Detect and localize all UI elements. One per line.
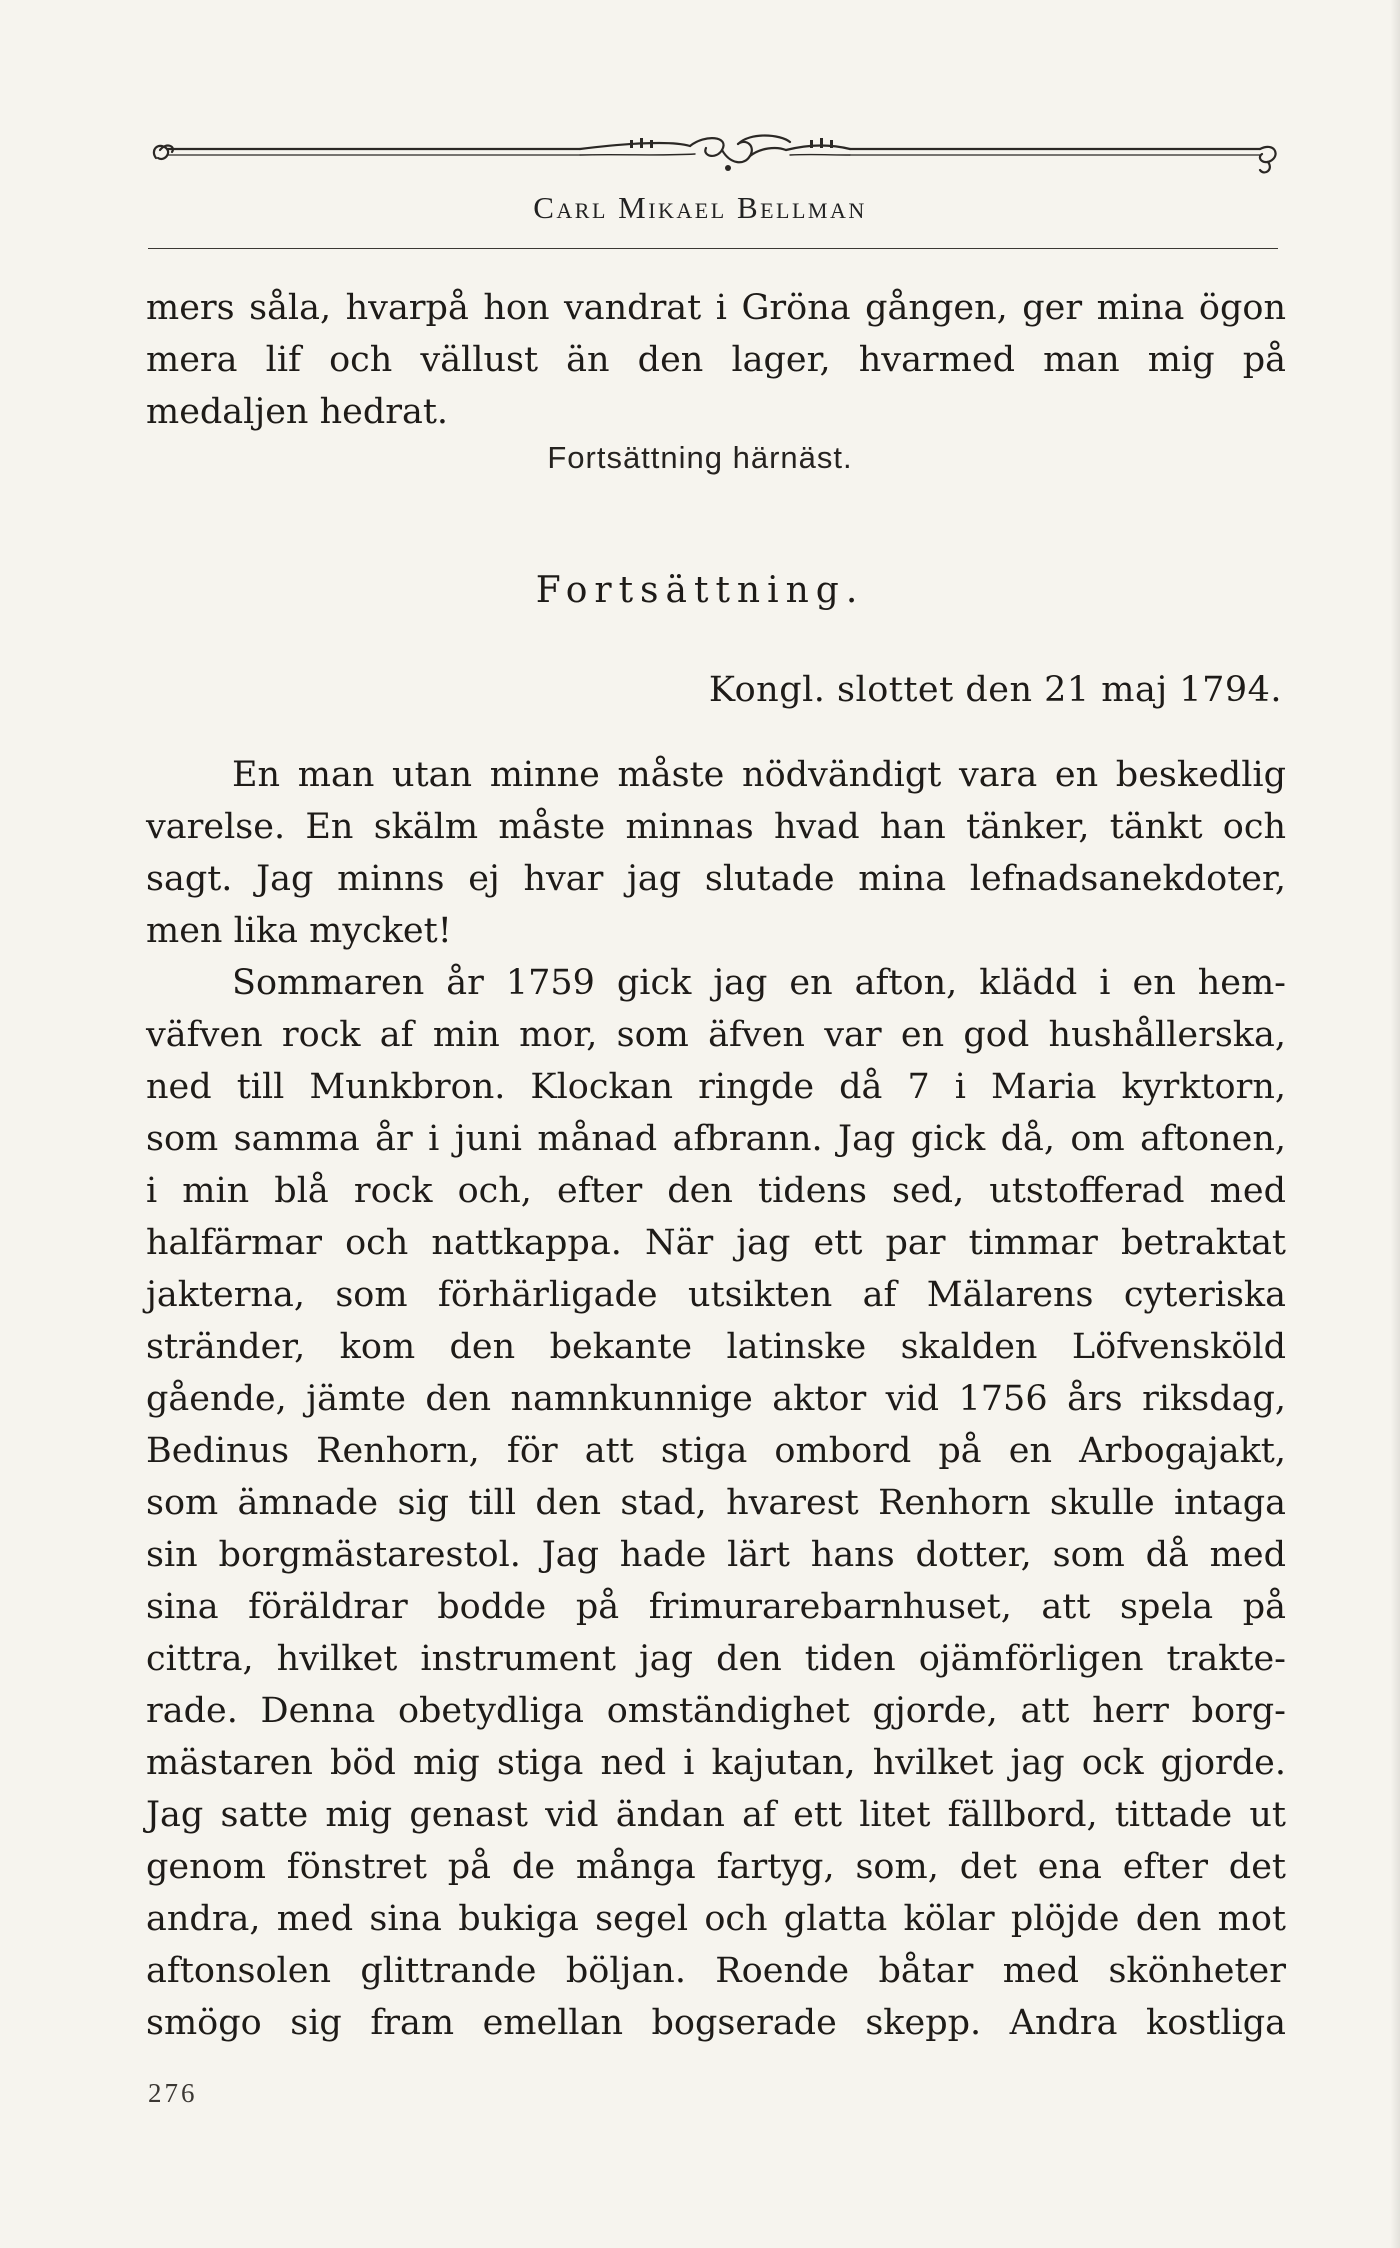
text-line: ned till Munkbron. Klockan ringde då 7 i Maria kyrktorn, (146, 1067, 1286, 1107)
text-line: andra, med sina bukiga segel och glatta kölar plöjde den mot (146, 1899, 1286, 1939)
text-line: Bedinus Renhorn, för att stiga ombord på en Arbogajakt, (146, 1431, 1286, 1471)
running-head-title: Carl Mikael Bellman (533, 190, 867, 225)
text-line: sina föräldrar bodde på frimurarebarnhuset, att spela på (146, 1587, 1286, 1627)
text-line: gående, jämte den namnkunnige aktor vid 1756 års riksdag, (146, 1379, 1286, 1419)
text-line: sin borgmästarestol. Jag hade lärt hans dotter, som då med (146, 1535, 1286, 1575)
page-number: 276 (148, 2078, 198, 2108)
text-line: varelse. En skälm måste minnas hvad han tänker, tänkt och (146, 807, 1286, 847)
text-line: mästaren böd mig stiga ned i kajutan, hvilket jag ock gjorde. (146, 1743, 1286, 1783)
decorative-headpiece-ornament (150, 128, 1280, 188)
intro-text (146, 282, 1286, 438)
text-line: mers såla, hvarpå hon vandrat i Gröna gången, ger mina ögon (146, 288, 1286, 328)
text-line: mera lif och vällust än den lager, hvarmed man mig på (146, 340, 1286, 380)
text-line: smögo sig fram emellan bogserade skepp. Andra kostliga (146, 2003, 1286, 2043)
text-line: som samma år i juni månad afbrann. Jag gick då, om aftonen, (146, 1119, 1286, 1159)
paragraph-1 (146, 749, 1286, 957)
text-line: jakterna, som förhärligade utsikten af Mälarens cyteriska (146, 1275, 1286, 1315)
text-line: som ämnade sig till den stad, hvarest Renhorn skulle intaga (146, 1483, 1286, 1523)
text-line: aftonsolen glittrande böljan. Roende båtar med skönheter (146, 1951, 1286, 1991)
dateline: Kongl. slottet den 21 maj 1794. (708, 670, 1282, 710)
text-line: Jag satte mig genast vid ändan af ett litet fällbord, tittade ut (146, 1795, 1286, 1835)
continuation-note: Fortsättning härnäst. (547, 440, 853, 475)
text-line: sagt. Jag minns ej hvar jag slutade mina lefnadsanekdoter, (146, 859, 1286, 899)
text-line: En man utan minne måste nödvändigt vara en beskedlig (232, 755, 1286, 795)
text-line: halfärmar och nattkappa. När jag ett par timmar betraktat (146, 1223, 1286, 1263)
section-heading: Fortsättning. (535, 570, 865, 611)
text-line: i min blå rock och, efter den tidens sed, utstofferad med (146, 1171, 1286, 1211)
text-line: rade. Denna obetydliga omständighet gjorde, att herr borg- (146, 1691, 1286, 1731)
header-rule (148, 248, 1278, 249)
text-line: Sommaren år 1759 gick jag en afton, klädd i en hem- (232, 963, 1286, 1003)
text-line: men lika mycket! (146, 911, 452, 951)
text-line: cittra, hvilket instrument jag den tiden ojämförligen trakte- (146, 1639, 1286, 1679)
page-edge-shadow (1390, 0, 1400, 2248)
text-line: medaljen hedrat. (146, 392, 449, 432)
text-line: genom fönstret på de många fartyg, som, det ena efter det (146, 1847, 1286, 1887)
text-line: väfven rock af min mor, som äfven var en god hushållerska, (146, 1015, 1286, 1055)
paragraph-2 (146, 957, 1286, 2049)
text-line: stränder, kom den bekante latinske skalden Löfvensköld (146, 1327, 1286, 1367)
